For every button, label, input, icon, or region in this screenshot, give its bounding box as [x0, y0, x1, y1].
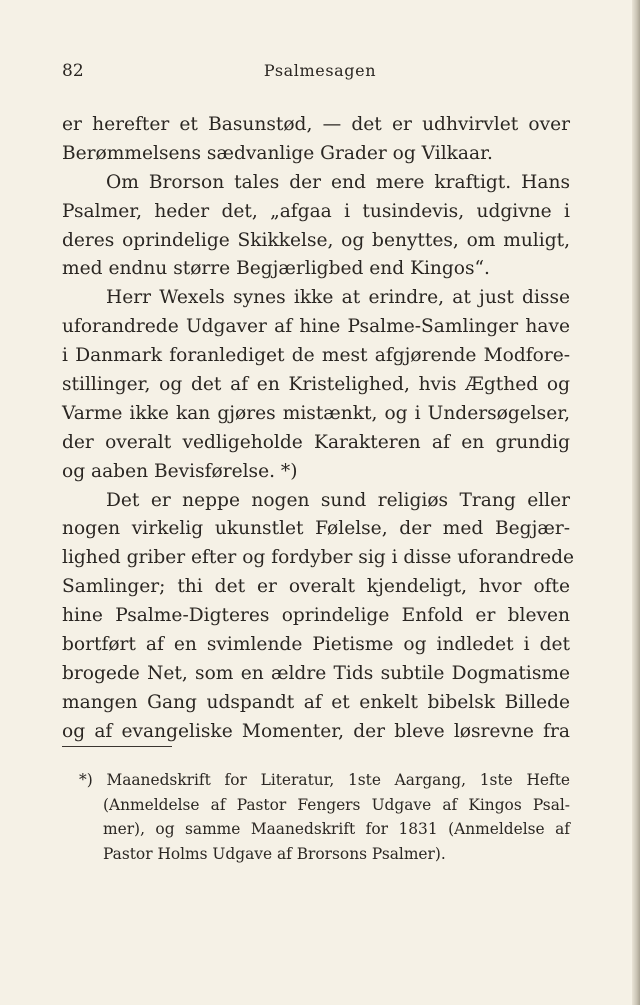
text-line: deres oprindelige Skikkelse, og benyttes, om muligt,: [62, 229, 570, 251]
text-line: er herefter et Basunstød, — det er udhvirvlet over: [62, 114, 570, 135]
text-line: og af evangeliske Momenter, der bleve løsrevne fra: [62, 720, 570, 742]
footnote-line: (Anmeldelse af Pastor Fengers Udgave af Kingos Psal-: [103, 795, 570, 814]
paragraph-start-line: Herr Wexels synes ikke at erindre, at just disse: [106, 287, 570, 309]
page-header: [0, 61, 640, 83]
footnote-line: Pastor Holms Udgave af Brorsons Psalmer).: [103, 845, 446, 864]
page-edge-shadow: [632, 0, 640, 1005]
text-line: nogen virkelig ukunstlet Følelse, der med Begjær-: [62, 518, 570, 540]
text-line: og aaben Bevisførelse. *): [62, 460, 298, 482]
paragraph-start-line: Det er neppe nogen sund religiøs Trang eller: [106, 489, 570, 511]
text-line: stillinger, og det af en Kristelighed, hvis Ægthed og: [62, 374, 570, 396]
paragraph-start-line: Om Brorson tales der end mere kraftigt. Hans: [106, 171, 570, 193]
text-line: der overalt vedligeholde Karakteren af en grundig: [62, 431, 570, 453]
text-line: bortført af en svimlende Pietisme og indledet i det: [62, 634, 570, 656]
text-line: brogede Net, som en ældre Tids subtile Dogmatisme: [62, 662, 570, 684]
text-line: Berømmelsens sædvanlige Grader og Vilkaar.: [62, 142, 493, 164]
footnote-divider: [62, 746, 172, 747]
text-line: lighed griber efter og fordyber sig i disse uforandrede: [62, 547, 574, 569]
footnote-line: *) Maanedskrift for Literatur, 1ste Aargang, 1ste Hefte: [79, 771, 570, 789]
footnote: [79, 768, 570, 867]
text-line: med endnu større Begjærligbed end Kingos“.: [62, 258, 490, 280]
text-line: mangen Gang udspandt af et enkelt bibelsk Billede: [62, 691, 570, 713]
text-line: Varme ikke kan gjøres mistænkt, og i Undersøgelser,: [62, 402, 570, 424]
running-title: Psalmesagen: [263, 61, 377, 80]
text-line: Psalmer, heder det, „afgaa i tusindevis, udgivne i: [62, 200, 570, 222]
text-line: uforandrede Udgaver af hine Psalme-Samlinger have: [62, 316, 570, 338]
text-line: hine Psalme-Digteres oprindelige Enfold er bleven: [62, 605, 570, 627]
page-number: 82: [62, 61, 84, 81]
text-line: i Danmark foranlediget de mest afgjørende Modfore-: [62, 345, 570, 367]
text-line: Samlinger; thi det er overalt kjendeligt, hvor ofte: [62, 576, 570, 598]
body-text: [62, 111, 574, 747]
footnote-line: mer), og samme Maanedskrift for 1831 (Anmeldelse af: [103, 820, 570, 839]
